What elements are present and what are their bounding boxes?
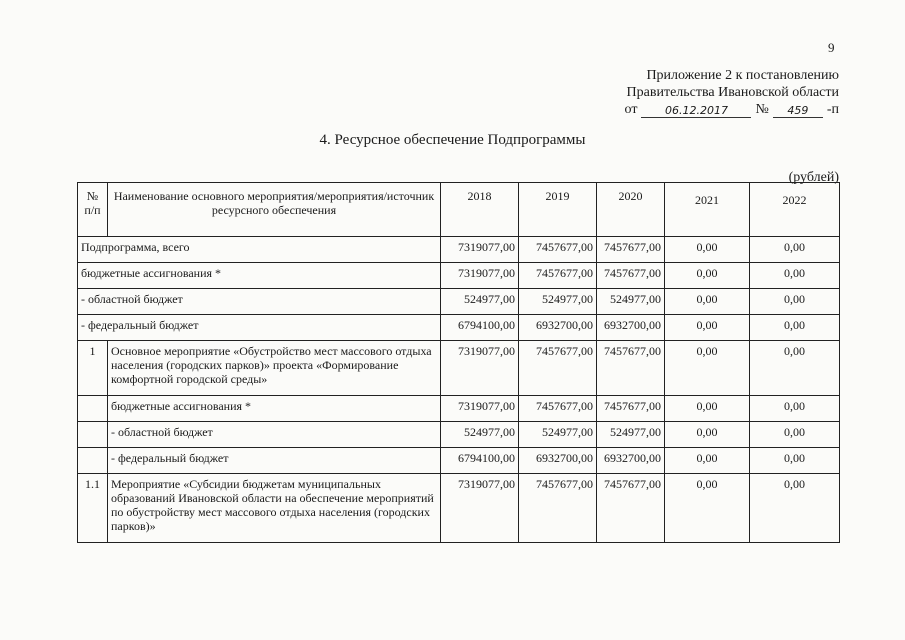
cell-2018: 524977,00 <box>441 289 519 315</box>
cell-2018: 7319077,00 <box>441 341 519 396</box>
decree-header <box>625 67 839 118</box>
header-line-date-number <box>625 101 839 118</box>
from-label: от <box>624 102 638 117</box>
row-num <box>78 422 108 448</box>
cell-2018: 524977,00 <box>441 422 519 448</box>
cell-2020: 7457677,00 <box>597 341 665 396</box>
cell-2022: 0,00 <box>750 448 840 474</box>
row-name: Мероприятие «Субсидии бюджетам муниципальных образований Ивановской области на обеспечение мероприятий по обустройству мест массового отдыха населения (городских парков)» <box>108 474 441 543</box>
cell-2019: 6932700,00 <box>519 448 597 474</box>
number-label: № <box>755 102 769 117</box>
row-name: Подпрограмма, всего <box>78 237 441 263</box>
resource-table <box>77 182 840 543</box>
cell-2018: 7319077,00 <box>441 237 519 263</box>
cell-2021: 0,00 <box>665 396 750 422</box>
header-name: Наименование основного мероприятия/мероприятия/источник ресурсного обеспечения <box>108 183 441 237</box>
row-name: - областной бюджет <box>108 422 441 448</box>
cell-2019: 7457677,00 <box>519 341 597 396</box>
row-num: 1 <box>78 341 108 396</box>
cell-2021: 0,00 <box>665 263 750 289</box>
table-row <box>78 289 840 315</box>
row-name: Основное мероприятие «Обустройство мест массового отдыха населения (городских парков)» проекта «Формирование комфортной городской среды» <box>108 341 441 396</box>
cell-2018: 6794100,00 <box>441 448 519 474</box>
header-line-appendix: Приложение 2 к постановлению <box>646 68 839 83</box>
cell-2018: 7319077,00 <box>441 396 519 422</box>
handwritten-number: 459 <box>773 104 823 118</box>
row-name: бюджетные ассигнования * <box>108 396 441 422</box>
cell-2021: 0,00 <box>665 315 750 341</box>
row-num: 1.1 <box>78 474 108 543</box>
cell-2020: 524977,00 <box>597 289 665 315</box>
header-2019: 2019 <box>519 183 597 237</box>
header-num: № п/п <box>78 183 108 237</box>
row-num <box>78 448 108 474</box>
section-title: 4. Ресурсное обеспечение Подпрограммы <box>319 132 586 148</box>
table-row <box>78 263 840 289</box>
table-row <box>78 448 840 474</box>
cell-2022: 0,00 <box>750 474 840 543</box>
cell-2021: 0,00 <box>665 448 750 474</box>
cell-2020: 7457677,00 <box>597 474 665 543</box>
page-number: 9 <box>828 40 835 55</box>
row-num <box>78 396 108 422</box>
number-suffix: -п <box>826 102 839 117</box>
cell-2019: 7457677,00 <box>519 237 597 263</box>
header-line-government: Правительства Ивановской области <box>626 85 839 100</box>
row-name: бюджетные ассигнования * <box>78 263 441 289</box>
cell-2019: 524977,00 <box>519 289 597 315</box>
row-name: - областной бюджет <box>78 289 441 315</box>
cell-2019: 7457677,00 <box>519 263 597 289</box>
cell-2019: 7457677,00 <box>519 396 597 422</box>
table-header-row <box>78 183 840 237</box>
cell-2018: 7319077,00 <box>441 474 519 543</box>
handwritten-date: 06.12.2017 <box>641 104 751 118</box>
table-row <box>78 315 840 341</box>
cell-2019: 6932700,00 <box>519 315 597 341</box>
cell-2019: 524977,00 <box>519 422 597 448</box>
header-2022: 2022 <box>750 183 840 237</box>
row-name: - федеральный бюджет <box>78 315 441 341</box>
cell-2022: 0,00 <box>750 341 840 396</box>
row-name: - федеральный бюджет <box>108 448 441 474</box>
table-row <box>78 341 840 396</box>
header-2018: 2018 <box>441 183 519 237</box>
cell-2022: 0,00 <box>750 422 840 448</box>
cell-2022: 0,00 <box>750 396 840 422</box>
cell-2018: 7319077,00 <box>441 263 519 289</box>
table-row <box>78 422 840 448</box>
cell-2020: 6932700,00 <box>597 448 665 474</box>
cell-2020: 7457677,00 <box>597 396 665 422</box>
cell-2022: 0,00 <box>750 237 840 263</box>
cell-2020: 7457677,00 <box>597 263 665 289</box>
cell-2021: 0,00 <box>665 422 750 448</box>
header-2021: 2021 <box>665 183 750 237</box>
cell-2022: 0,00 <box>750 289 840 315</box>
cell-2022: 0,00 <box>750 315 840 341</box>
cell-2021: 0,00 <box>665 289 750 315</box>
currency-note: (рублей) <box>788 170 839 185</box>
cell-2021: 0,00 <box>665 341 750 396</box>
cell-2020: 524977,00 <box>597 422 665 448</box>
cell-2020: 6932700,00 <box>597 315 665 341</box>
header-2020: 2020 <box>597 183 665 237</box>
cell-2019: 7457677,00 <box>519 474 597 543</box>
table-row <box>78 237 840 263</box>
cell-2018: 6794100,00 <box>441 315 519 341</box>
cell-2021: 0,00 <box>665 237 750 263</box>
cell-2022: 0,00 <box>750 263 840 289</box>
cell-2021: 0,00 <box>665 474 750 543</box>
cell-2020: 7457677,00 <box>597 237 665 263</box>
table-row <box>78 396 840 422</box>
table-row <box>78 474 840 543</box>
